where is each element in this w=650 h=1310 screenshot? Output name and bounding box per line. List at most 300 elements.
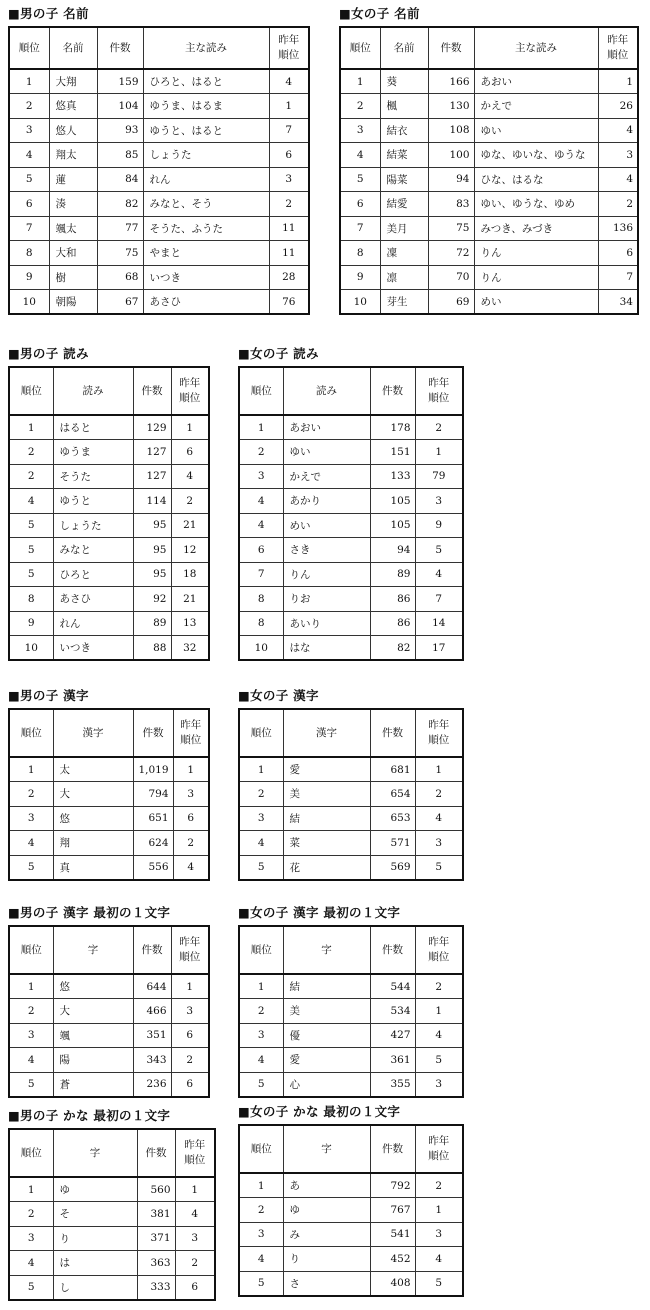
table-row [9, 636, 209, 661]
table-row [9, 489, 209, 514]
cell-label: さき [283, 538, 370, 563]
table-row [9, 757, 209, 782]
table-row [9, 1202, 215, 1227]
section-girl-names [339, 6, 639, 315]
column-header-last-year: 昨年 順位 [415, 367, 463, 415]
column-header-count: 件数 [370, 926, 415, 974]
cell-last-year: 7 [269, 118, 309, 143]
cell-reading: いつき [143, 265, 269, 290]
cell-count: 83 [428, 192, 474, 217]
cell-last-year: 4 [171, 464, 209, 489]
cell-last-year: 76 [269, 290, 309, 315]
cell-rank: 4 [9, 489, 53, 514]
table-header-row [239, 1125, 463, 1173]
table-row [340, 94, 638, 119]
cell-label: 葵 [380, 69, 428, 94]
cell-count: 644 [133, 974, 171, 999]
cell-last-year: 2 [415, 782, 463, 807]
cell-count: 108 [428, 118, 474, 143]
cell-count: 95 [133, 538, 171, 563]
cell-last-year: 12 [171, 538, 209, 563]
cell-label: ゆうま [53, 440, 133, 465]
cell-rank: 2 [239, 440, 283, 465]
cell-last-year: 5 [415, 1271, 463, 1296]
table-row [9, 1177, 215, 1202]
table-row [239, 1023, 463, 1048]
cell-rank: 4 [239, 831, 283, 856]
cell-label: はると [53, 415, 133, 440]
cell-rank: 9 [9, 265, 49, 290]
table-row [9, 831, 209, 856]
cell-last-year: 1 [173, 757, 209, 782]
cell-rank: 4 [9, 1048, 53, 1073]
cell-rank: 3 [9, 1023, 53, 1048]
ranking-table [339, 26, 639, 315]
cell-last-year: 32 [171, 636, 209, 661]
section-title: ■女の子 名前 [339, 6, 420, 21]
table-row [9, 69, 309, 94]
cell-label: ゆうと [53, 489, 133, 514]
column-header-rank: 順位 [239, 367, 283, 415]
cell-last-year: 6 [171, 1072, 209, 1097]
cell-count: 541 [370, 1222, 415, 1247]
table-row [239, 1173, 463, 1198]
table-row [239, 757, 463, 782]
cell-count: 89 [133, 611, 171, 636]
section-title: ■男の子 漢字 最初の１文字 [8, 905, 171, 920]
cell-last-year: 4 [598, 118, 638, 143]
cell-reading: みなと、そう [143, 192, 269, 217]
cell-rank: 1 [239, 974, 283, 999]
cell-label: そ [53, 1202, 137, 1227]
cell-label: みなと [53, 538, 133, 563]
cell-last-year: 3 [415, 489, 463, 514]
table-row [239, 831, 463, 856]
cell-rank: 5 [239, 1271, 283, 1296]
cell-rank: 4 [239, 489, 283, 514]
cell-label: しょうた [53, 513, 133, 538]
cell-last-year: 17 [415, 636, 463, 661]
ranking-table [8, 925, 210, 1098]
cell-count: 82 [97, 192, 143, 217]
table-row [340, 290, 638, 315]
cell-label: 愛 [283, 1048, 370, 1073]
cell-label: り [283, 1247, 370, 1272]
cell-count: 452 [370, 1247, 415, 1272]
column-header-count: 件数 [137, 1129, 175, 1177]
cell-rank: 8 [9, 587, 53, 612]
cell-count: 94 [370, 538, 415, 563]
cell-rank: 1 [9, 757, 53, 782]
cell-count: 129 [133, 415, 171, 440]
cell-label: かえで [283, 464, 370, 489]
cell-label: 美月 [380, 216, 428, 241]
cell-rank: 4 [239, 513, 283, 538]
cell-last-year: 2 [171, 1048, 209, 1073]
cell-label: 美 [283, 782, 370, 807]
table-row [239, 806, 463, 831]
cell-label: 颯太 [49, 216, 97, 241]
cell-count: 114 [133, 489, 171, 514]
cell-rank: 3 [239, 1222, 283, 1247]
cell-last-year: 4 [415, 1023, 463, 1048]
cell-last-year: 1 [598, 69, 638, 94]
cell-reading: ゆな、ゆいな、ゆうな [474, 143, 598, 168]
cell-rank: 2 [9, 464, 53, 489]
cell-count: 178 [370, 415, 415, 440]
cell-label: 楓 [380, 94, 428, 119]
cell-last-year: 5 [415, 1048, 463, 1073]
column-header-count: 件数 [370, 709, 415, 757]
cell-label: 優 [283, 1023, 370, 1048]
cell-last-year: 4 [415, 1247, 463, 1272]
cell-rank: 2 [239, 1198, 283, 1223]
cell-label: 湊 [49, 192, 97, 217]
cell-rank: 6 [9, 192, 49, 217]
cell-count: 651 [133, 806, 173, 831]
column-header-label: 漢字 [53, 709, 133, 757]
cell-rank: 4 [9, 831, 53, 856]
table-row [9, 265, 309, 290]
cell-last-year: 1 [175, 1177, 215, 1202]
cell-label: そうた [53, 464, 133, 489]
cell-count: 95 [133, 513, 171, 538]
cell-label: 大翔 [49, 69, 97, 94]
cell-last-year: 26 [598, 94, 638, 119]
column-header-rank: 順位 [239, 1125, 283, 1173]
cell-count: 88 [133, 636, 171, 661]
cell-label: 悠 [53, 974, 133, 999]
cell-count: 159 [97, 69, 143, 94]
section-title: ■男の子 名前 [8, 6, 89, 21]
table-row [9, 440, 209, 465]
table-header-row [239, 367, 463, 415]
cell-reading: ひな、はるな [474, 167, 598, 192]
column-header-last-year: 昨年 順位 [173, 709, 209, 757]
cell-last-year: 1 [415, 440, 463, 465]
cell-count: 105 [370, 489, 415, 514]
cell-rank: 4 [9, 1251, 53, 1276]
table-row [9, 1275, 215, 1300]
cell-last-year: 11 [269, 216, 309, 241]
table-row [9, 1048, 209, 1073]
table-header-row [9, 709, 209, 757]
cell-label: 翔太 [49, 143, 97, 168]
cell-count: 105 [370, 513, 415, 538]
cell-label: み [283, 1222, 370, 1247]
cell-last-year: 3 [171, 999, 209, 1024]
cell-rank: 6 [340, 192, 380, 217]
table-row [9, 611, 209, 636]
cell-label: 翔 [53, 831, 133, 856]
section-title: ■女の子 読み [238, 346, 319, 361]
cell-last-year: 5 [415, 538, 463, 563]
cell-last-year: 2 [415, 1173, 463, 1198]
cell-last-year: 3 [175, 1226, 215, 1251]
cell-label: 結 [283, 806, 370, 831]
cell-last-year: 4 [598, 167, 638, 192]
section-title: ■女の子 漢字 最初の１文字 [238, 905, 401, 920]
cell-label: り [53, 1226, 137, 1251]
cell-reading: ゆうま、はるま [143, 94, 269, 119]
cell-reading: かえで [474, 94, 598, 119]
section-boy-names [8, 6, 310, 315]
cell-count: 343 [133, 1048, 171, 1073]
table-row [9, 782, 209, 807]
section-boy-first-kanji [8, 905, 210, 1098]
cell-rank: 1 [239, 1173, 283, 1198]
cell-rank: 5 [9, 167, 49, 192]
table-row [239, 611, 463, 636]
cell-label: ゆ [283, 1198, 370, 1223]
cell-rank: 1 [239, 757, 283, 782]
table-header-row [340, 27, 638, 69]
cell-rank: 5 [9, 538, 53, 563]
cell-count: 408 [370, 1271, 415, 1296]
cell-last-year: 11 [269, 241, 309, 266]
table-row [239, 1271, 463, 1296]
cell-reading: ゆい、ゆうな、ゆめ [474, 192, 598, 217]
cell-label: あ [283, 1173, 370, 1198]
cell-count: 571 [370, 831, 415, 856]
cell-rank: 10 [9, 290, 49, 315]
cell-label: ゆ [53, 1177, 137, 1202]
section-title: ■男の子 読み [8, 346, 89, 361]
table-row [239, 513, 463, 538]
table-row [340, 118, 638, 143]
cell-label: 美 [283, 999, 370, 1024]
cell-count: 75 [97, 241, 143, 266]
cell-rank: 10 [239, 636, 283, 661]
table-row [9, 806, 209, 831]
cell-rank: 1 [9, 974, 53, 999]
cell-reading: ゆうと、はると [143, 118, 269, 143]
table-row [9, 999, 209, 1024]
cell-label: りお [283, 587, 370, 612]
cell-count: 130 [428, 94, 474, 119]
cell-rank: 5 [9, 513, 53, 538]
cell-last-year: 1 [415, 1198, 463, 1223]
column-header-count: 件数 [428, 27, 474, 69]
cell-rank: 8 [239, 587, 283, 612]
table-row [9, 562, 209, 587]
cell-last-year: 4 [175, 1202, 215, 1227]
column-header-count: 件数 [133, 709, 173, 757]
table-row [9, 290, 309, 315]
cell-reading: あおい [474, 69, 598, 94]
column-header-label: 字 [53, 1129, 137, 1177]
cell-last-year: 7 [598, 265, 638, 290]
cell-count: 681 [370, 757, 415, 782]
cell-rank: 2 [239, 782, 283, 807]
cell-reading: ゆい [474, 118, 598, 143]
column-header-last-year: 昨年 順位 [415, 926, 463, 974]
cell-reading: めい [474, 290, 598, 315]
cell-label: 悠人 [49, 118, 97, 143]
column-header-label: 読み [53, 367, 133, 415]
table-row [239, 1198, 463, 1223]
cell-reading: そうた、ふうた [143, 216, 269, 241]
ranking-table [238, 925, 464, 1098]
table-row [239, 587, 463, 612]
cell-reading: しょうた [143, 143, 269, 168]
table-row [239, 1072, 463, 1097]
cell-last-year: 1 [415, 757, 463, 782]
cell-count: 72 [428, 241, 474, 266]
table-row [239, 489, 463, 514]
cell-last-year: 13 [171, 611, 209, 636]
section-title: ■男の子 漢字 [8, 688, 89, 703]
cell-rank: 5 [9, 855, 53, 880]
cell-rank: 10 [340, 290, 380, 315]
cell-reading: ひろと、はると [143, 69, 269, 94]
cell-count: 166 [428, 69, 474, 94]
table-row [9, 216, 309, 241]
column-header-reading: 主な読み [474, 27, 598, 69]
cell-rank: 5 [9, 1072, 53, 1097]
cell-rank: 2 [9, 782, 53, 807]
cell-rank: 2 [239, 999, 283, 1024]
cell-count: 67 [97, 290, 143, 315]
cell-last-year: 6 [269, 143, 309, 168]
cell-rank: 8 [340, 241, 380, 266]
cell-label: あかり [283, 489, 370, 514]
cell-last-year: 28 [269, 265, 309, 290]
cell-count: 794 [133, 782, 173, 807]
cell-reading: みつき、みづき [474, 216, 598, 241]
table-row [239, 415, 463, 440]
cell-last-year: 1 [171, 415, 209, 440]
table-row [9, 1072, 209, 1097]
table-row [239, 1048, 463, 1073]
cell-rank: 3 [239, 1023, 283, 1048]
cell-last-year: 2 [415, 415, 463, 440]
cell-count: 133 [370, 464, 415, 489]
cell-rank: 1 [9, 415, 53, 440]
section-girl-readings [238, 346, 464, 661]
cell-label: 凛 [380, 265, 428, 290]
column-header-last-year: 昨年 順位 [598, 27, 638, 69]
column-header-reading: 主な読み [143, 27, 269, 69]
cell-count: 127 [133, 440, 171, 465]
cell-last-year: 3 [269, 167, 309, 192]
cell-rank: 1 [9, 1177, 53, 1202]
column-header-label: 字 [283, 926, 370, 974]
cell-rank: 4 [9, 143, 49, 168]
section-boy-kanji [8, 688, 210, 881]
table-row [9, 192, 309, 217]
cell-count: 86 [370, 587, 415, 612]
cell-count: 534 [370, 999, 415, 1024]
cell-label: 心 [283, 1072, 370, 1097]
column-header-last-year: 昨年 順位 [415, 1125, 463, 1173]
cell-label: 大 [53, 782, 133, 807]
cell-count: 556 [133, 855, 173, 880]
table-header-row [9, 27, 309, 69]
column-header-last-year: 昨年 順位 [171, 926, 209, 974]
cell-label: あさひ [53, 587, 133, 612]
cell-count: 560 [137, 1177, 175, 1202]
table-row [9, 1226, 215, 1251]
cell-last-year: 2 [171, 489, 209, 514]
cell-count: 363 [137, 1251, 175, 1276]
cell-label: 凜 [380, 241, 428, 266]
column-header-rank: 順位 [9, 926, 53, 974]
cell-count: 70 [428, 265, 474, 290]
column-header-rank: 順位 [9, 27, 49, 69]
table-row [9, 855, 209, 880]
cell-label: 太 [53, 757, 133, 782]
cell-rank: 4 [340, 143, 380, 168]
column-header-label: 名前 [49, 27, 97, 69]
table-row [9, 241, 309, 266]
cell-label: 蒼 [53, 1072, 133, 1097]
cell-count: 151 [370, 440, 415, 465]
table-row [239, 782, 463, 807]
cell-last-year: 21 [171, 513, 209, 538]
cell-last-year: 3 [173, 782, 209, 807]
cell-label: 花 [283, 855, 370, 880]
cell-rank: 4 [239, 1247, 283, 1272]
column-header-count: 件数 [97, 27, 143, 69]
cell-last-year: 2 [269, 192, 309, 217]
cell-last-year: 21 [171, 587, 209, 612]
table-row [239, 999, 463, 1024]
cell-last-year: 4 [415, 806, 463, 831]
table-row [9, 143, 309, 168]
cell-label: 結菜 [380, 143, 428, 168]
cell-count: 77 [97, 216, 143, 241]
cell-rank: 5 [239, 855, 283, 880]
ranking-table [8, 708, 210, 881]
column-header-rank: 順位 [239, 709, 283, 757]
cell-label: 蓮 [49, 167, 97, 192]
cell-rank: 1 [9, 69, 49, 94]
cell-label: 悠 [53, 806, 133, 831]
cell-last-year: 6 [171, 1023, 209, 1048]
cell-rank: 3 [9, 806, 53, 831]
cell-count: 333 [137, 1275, 175, 1300]
cell-count: 104 [97, 94, 143, 119]
cell-rank: 9 [340, 265, 380, 290]
cell-count: 381 [137, 1202, 175, 1227]
table-row [340, 69, 638, 94]
table-header-row [9, 367, 209, 415]
cell-count: 466 [133, 999, 171, 1024]
section-girl-first-kanji [238, 905, 464, 1098]
cell-rank: 3 [9, 118, 49, 143]
cell-label: りん [283, 562, 370, 587]
cell-label: 菜 [283, 831, 370, 856]
ranking-table [8, 366, 210, 661]
table-row [340, 216, 638, 241]
table-row [9, 415, 209, 440]
cell-rank: 7 [340, 216, 380, 241]
cell-label: し [53, 1275, 137, 1300]
column-header-label: 漢字 [283, 709, 370, 757]
cell-label: 真 [53, 855, 133, 880]
cell-last-year: 2 [175, 1251, 215, 1276]
cell-count: 236 [133, 1072, 171, 1097]
cell-last-year: 6 [171, 440, 209, 465]
table-row [9, 1251, 215, 1276]
cell-last-year: 79 [415, 464, 463, 489]
cell-count: 569 [370, 855, 415, 880]
cell-count: 624 [133, 831, 173, 856]
table-header-row [239, 926, 463, 974]
cell-rank: 5 [9, 562, 53, 587]
cell-rank: 7 [9, 216, 49, 241]
